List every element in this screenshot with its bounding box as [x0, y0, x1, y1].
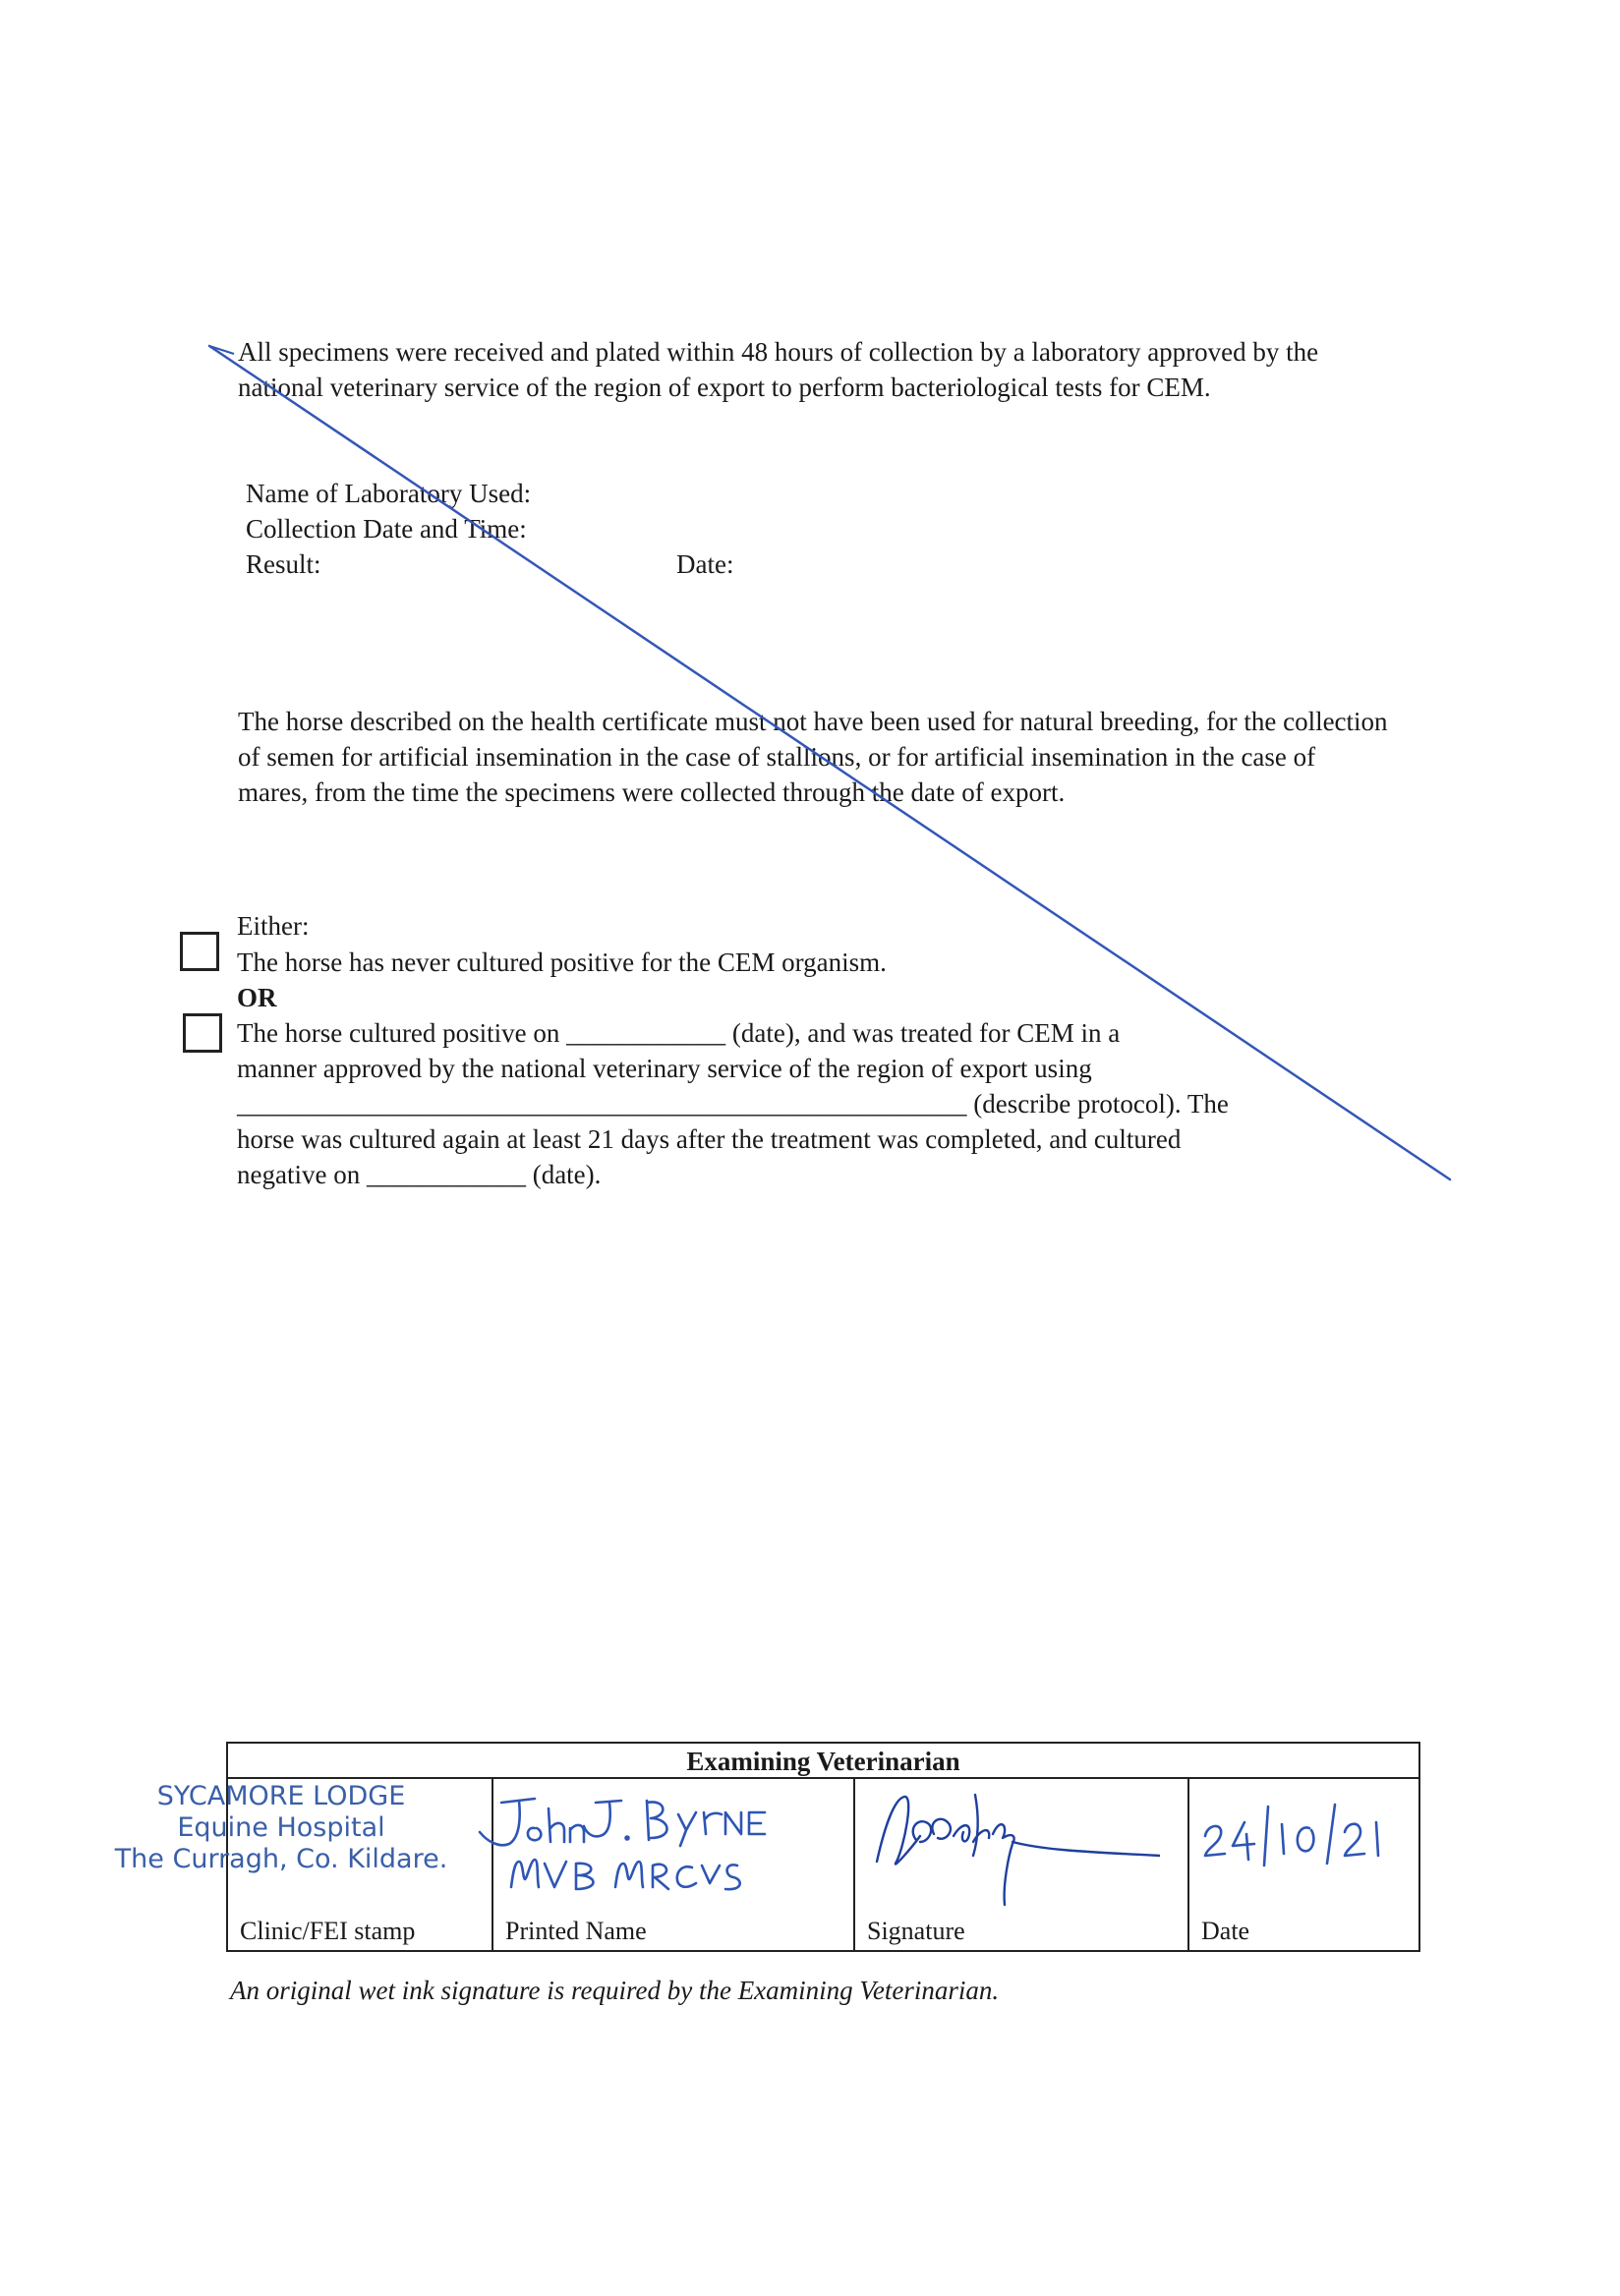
- option2-line1: The horse cultured positive on ____________ (date), and was treated for CEM in a: [237, 1018, 1121, 1048]
- result-label: Result:: [246, 549, 321, 579]
- clinic-caption: Clinic/FEI stamp: [240, 1917, 416, 1945]
- option1-text: The horse has never cultured positive for the CEM organism.: [237, 947, 887, 977]
- lab-paragraph: All specimens were received and plated within 48 hours of collection by a laboratory approved by the national veterinary service of the region of export to perform bacteriological tests for CEM.: [238, 337, 1319, 402]
- breeding-paragraph: The horse described on the health certificate must not have been used for natural breeding, for the collection of semen for artificial insemination in the case of stallions, or for artificial insemination in the case of mares, from the time the specimens were collected through the date of export.: [238, 707, 1388, 807]
- handwritten-signature: [865, 1777, 1160, 1924]
- date-caption: Date: [1201, 1917, 1250, 1945]
- stamp-line-2: Equine Hospital: [177, 1812, 385, 1843]
- option2-line4: horse was cultured again at least 21 days after the treatment was completed, and cultured: [237, 1124, 1182, 1154]
- or-label: OR: [237, 983, 277, 1012]
- option2-line2: manner approved by the national veterinary service of the region of export using: [237, 1054, 1092, 1083]
- collection-label: Collection Date and Time:: [246, 514, 527, 544]
- option2-line3: _______________________________________________________ (describe protocol). The: [237, 1089, 1229, 1119]
- lab-name-label: Name of Laboratory Used:: [246, 479, 532, 508]
- stamp-line-1: SYCAMORE LODGE: [156, 1781, 406, 1811]
- vet-table-header: Examining Veterinarian: [228, 1744, 1418, 1779]
- printed-name-caption: Printed Name: [505, 1917, 647, 1945]
- footer-note: An original wet ink signature is required by the Examining Veterinarian.: [230, 1976, 1000, 2005]
- handwritten-date: [1199, 1797, 1416, 1875]
- option2-line5: negative on ____________ (date).: [237, 1160, 602, 1189]
- date-label: Date:: [676, 549, 734, 579]
- stamp-line-3: The Curragh, Co. Kildare.: [114, 1844, 448, 1874]
- either-label: Either:: [237, 911, 310, 941]
- clinic-stamp: [104, 1781, 458, 1875]
- signature-caption: Signature: [867, 1917, 965, 1945]
- handwritten-printed-name: [474, 1781, 847, 1909]
